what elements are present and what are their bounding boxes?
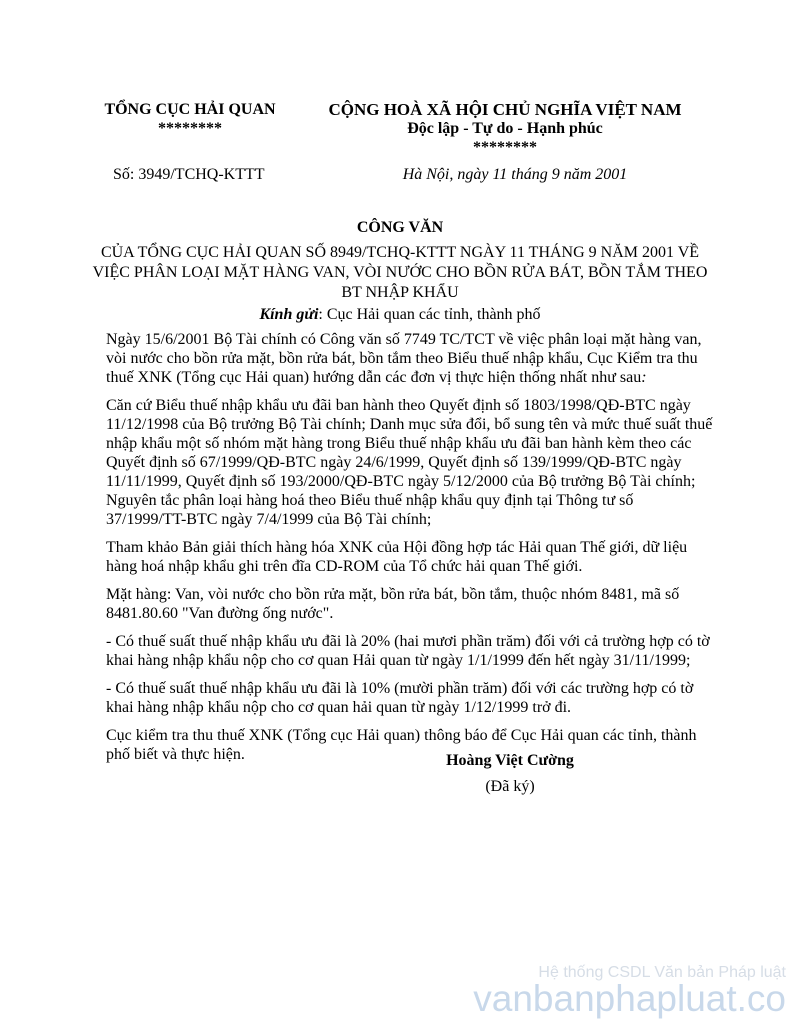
motto-stars: ********: [473, 139, 537, 156]
recipient-text: : Cục Hải quan các tỉnh, thành phố: [318, 306, 541, 323]
recipient-label: Kính gửi: [259, 306, 319, 323]
paragraph-rate-20: - Có thuế suất thuế nhập khẩu ưu đãi là 20% (hai mươi phần trăm) đối với cả trường hợp có tờ khai hàng nhập khẩu nộp cho cơ quan Hải quan từ ngày 1/1/1999 đến hết ngày 31/11/1999;: [106, 633, 710, 669]
national-motto: Độc lập - Tự do - Hạnh phúc: [407, 120, 603, 137]
issuing-agency: TỔNG CỤC HẢI QUAN: [104, 101, 276, 118]
signature-block: [380, 748, 640, 800]
issuing-agency-block: [95, 100, 285, 138]
paragraph-item: Mặt hàng: Van, vòi nước cho bồn rửa mặt, bồn rửa bát, bồn tắm, thuộc nhóm 8481, mã số 8481.80.60 "Van đường ống nước".: [106, 586, 680, 622]
paragraph-intro-colon: :: [641, 369, 647, 386]
document-body: [106, 330, 714, 773]
paragraph-closing: Cục kiểm tra thu thuế XNK (Tổng cục Hải quan) thông báo để Cục Hải quan các tỉnh, thành phố biết và thực hiện.: [106, 727, 697, 763]
paragraph-legal-basis: Căn cứ Biểu thuế nhập khẩu ưu đãi ban hành theo Quyết định số 1803/1998/QĐ-BTC ngày 11/12/1998 của Bộ trưởng Bộ Tài chính; Danh mục sửa đổi, bổ sung tên và mức thuế suất thuế nhập khẩu một số nhóm mặt hàng trong Biểu thuế nhập khẩu ưu đãi ban hành kèm theo các Quyết định số 67/1999/QĐ-BTC ngày 24/6/1999, Quyết định số 139/1999/QĐ-BTC ngày 11/11/1999, Quyết định số 193/2000/QĐ-BTC ngày 5/12/2000 của Bộ trưởng Bộ Tài chính; Nguyên tắc phân loại hàng hoá theo Biểu thuế nhập khẩu quy định tại Thông tư số 37/1999/TT-BTC ngày 7/4/1999 của Bộ Tài chính;: [106, 397, 713, 528]
document-type: CÔNG VĂN: [356, 219, 444, 236]
signed-note: (Đã ký): [485, 778, 535, 795]
paragraph-intro: [106, 330, 714, 387]
document-number: Số: 3949/TCHQ-KTTT: [113, 166, 265, 183]
signer-name: Hoàng Việt Cường: [446, 752, 574, 769]
recipient-line: [0, 306, 800, 324]
national-title-block: [290, 100, 720, 157]
paragraph-rate-10: - Có thuế suất thuế nhập khẩu ưu đãi là 10% (mười phần trăm) đối với các trường hợp có tờ khai hàng nhập khẩu nộp cho cơ quan hải quan từ ngày 1/12/1999 trở đi.: [106, 680, 694, 716]
paragraph-reference: Tham khảo Bản giải thích hàng hóa XNK của Hội đồng hợp tác Hải quan Thế giới, dữ liệu hàng hoá nhập khẩu ghi trên đĩa CD-ROM của Tổ chức hải quan Thế giới.: [106, 539, 688, 575]
document-date: Hà Nội, ngày 11 tháng 9 năm 2001: [402, 166, 628, 183]
republic-title: CỘNG HOÀ XÃ HỘI CHỦ NGHĨA VIỆT NAM: [328, 100, 682, 119]
paragraph-intro-text: Ngày 15/6/2001 Bộ Tài chính có Công văn số 7749 TC/TCT về việc phân loại mặt hàng van, vòi nước cho bồn rửa mặt, bồn rửa bát, bồn tắm theo Biểu thuế nhập khẩu, Cục Kiểm tra thu thuế XNK (Tổng cục Hải quan) hướng dẫn các đơn vị thực hiện thống nhất như sau: [106, 331, 702, 386]
watermark-line1: Hệ thống CSDL Văn bản Pháp luật: [538, 964, 786, 981]
agency-stars: ********: [158, 120, 222, 137]
watermark-site: vanbanphapluat.co: [473, 978, 786, 1019]
document-title: CỦA TỔNG CỤC HẢI QUAN SỐ 8949/TCHQ-KTTT NGÀY 11 THÁNG 9 NĂM 2001 VỀ VIỆC PHÂN LOẠI MẶT HÀNG VAN, VÒI NƯỚC CHO BỒN RỬA BÁT, BỒN TẮM THEO BT NHẬP KHẨU: [92, 244, 708, 301]
